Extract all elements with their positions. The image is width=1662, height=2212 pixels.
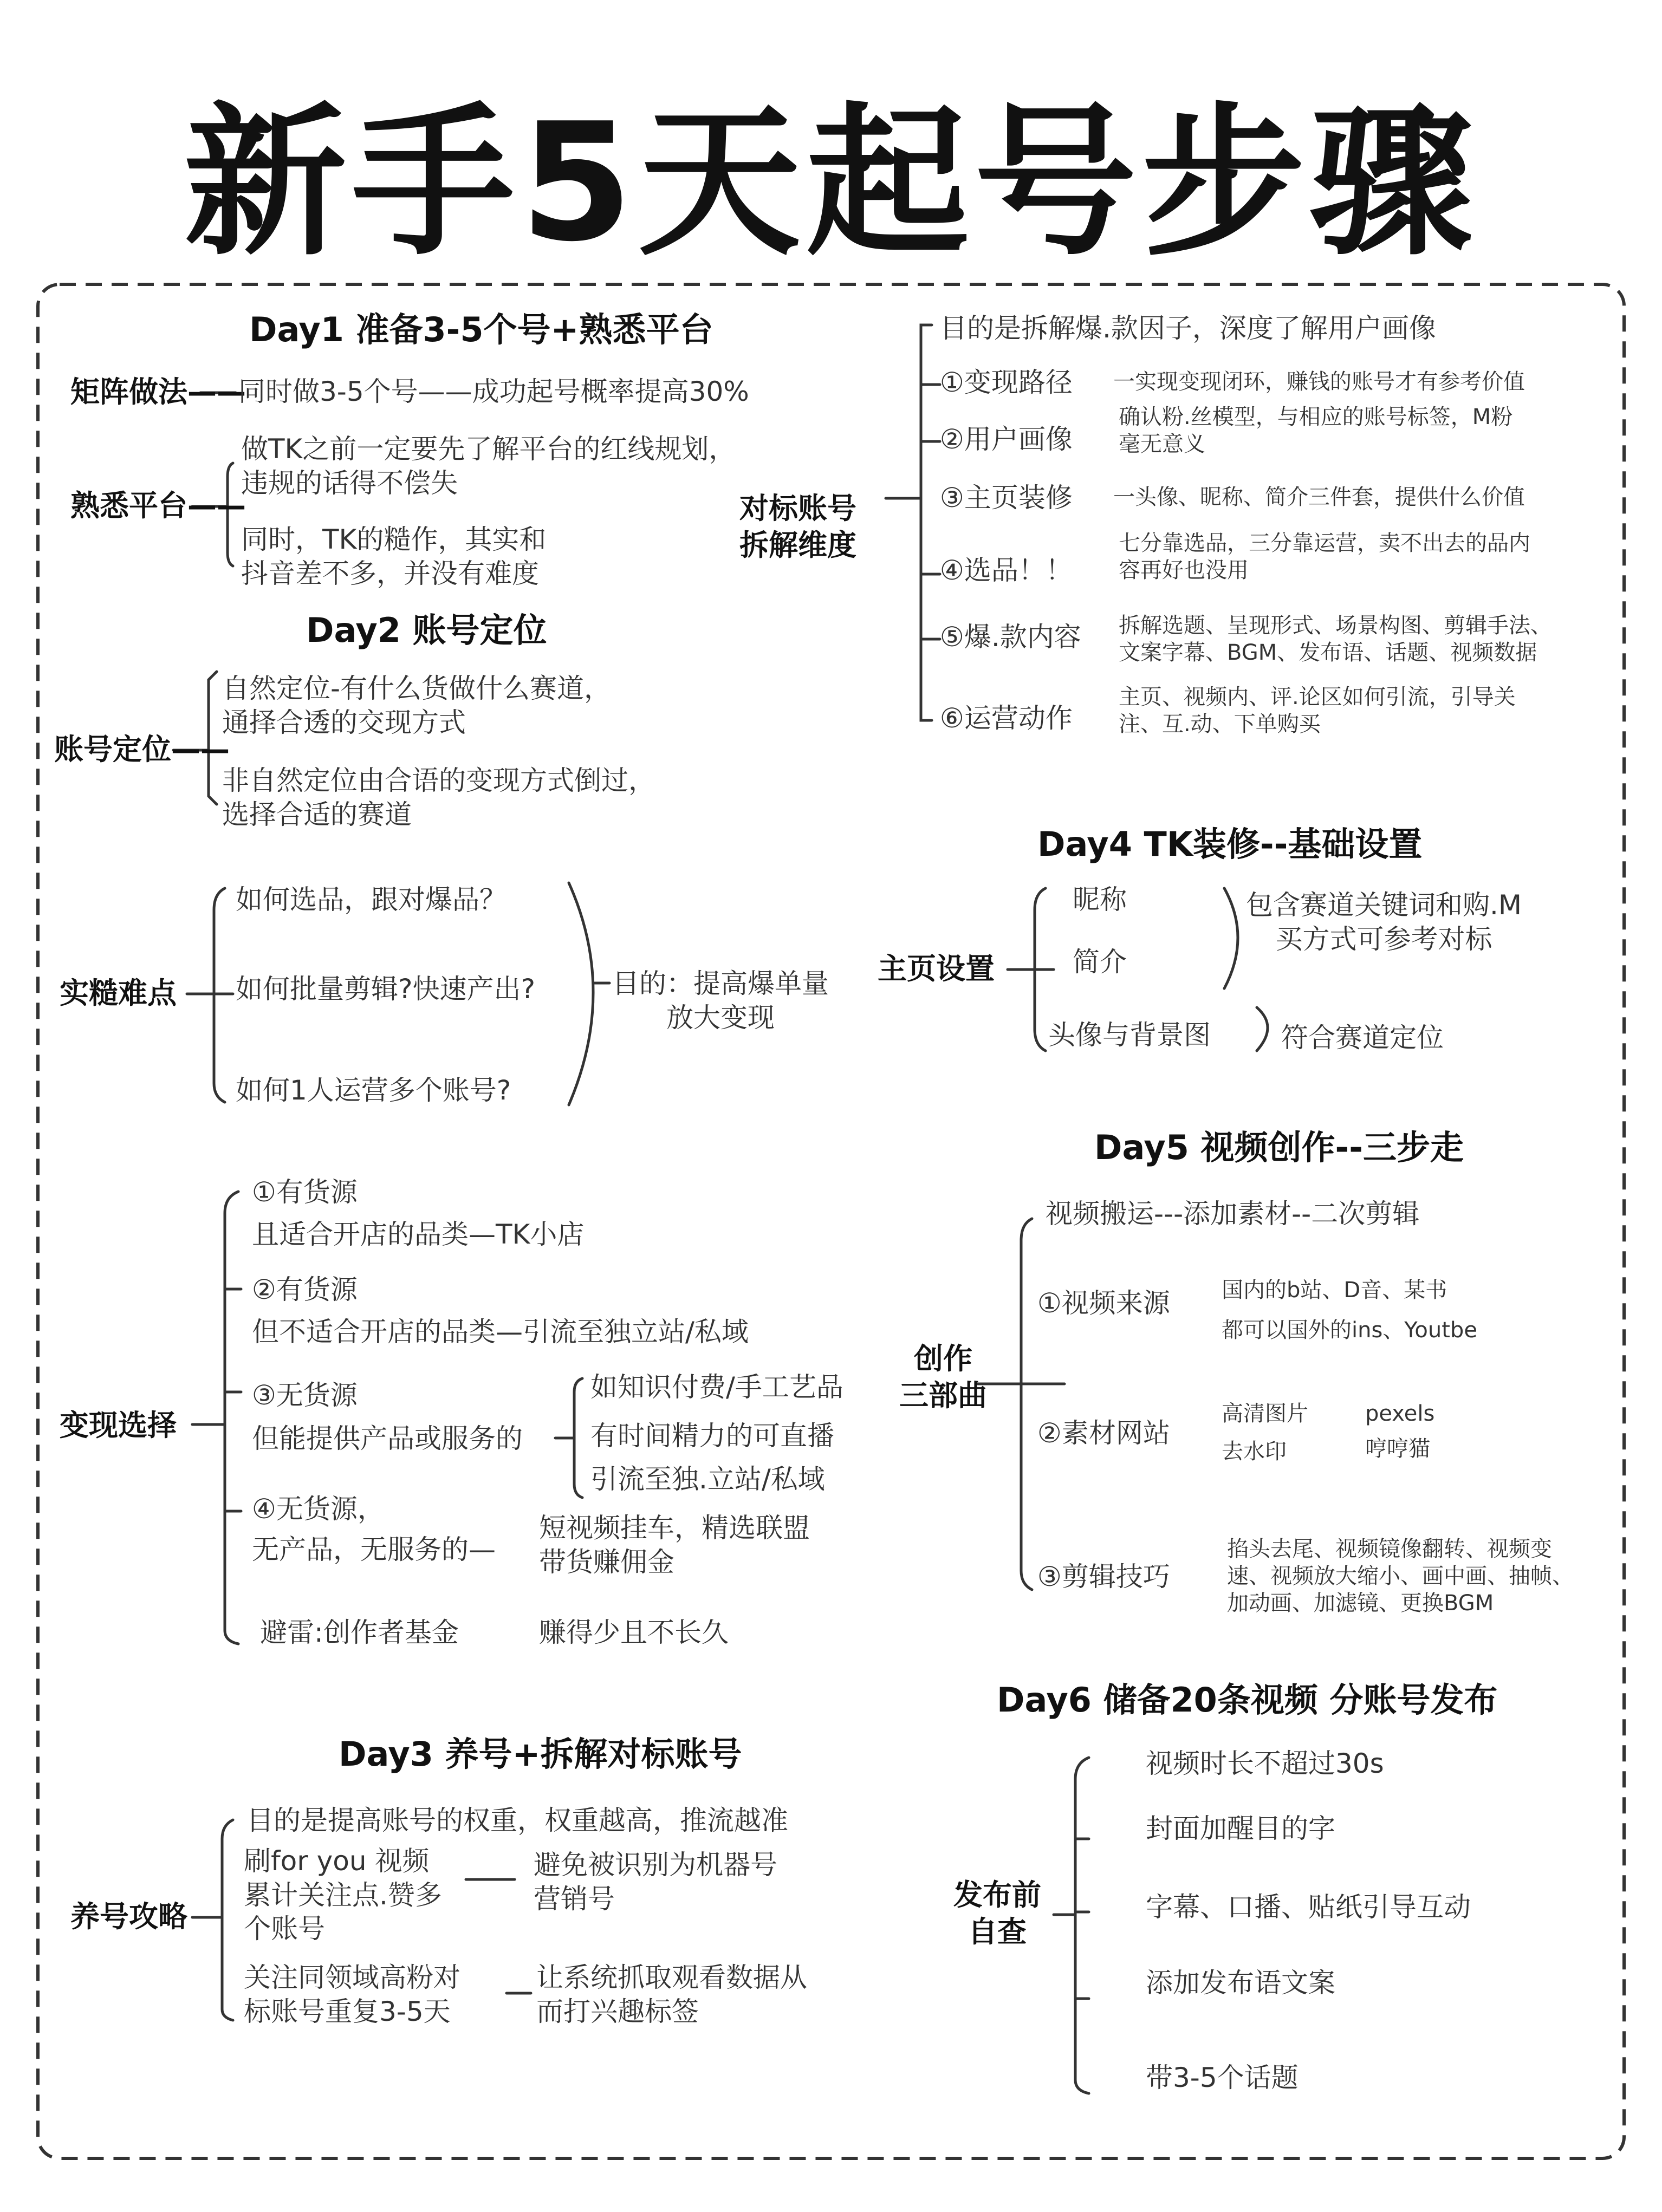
material-desc-2: 去水印 bbox=[1222, 1439, 1287, 1464]
benchmark-item-1-desc: 一实现变现闭环，赚钱的账号才有参考价值 bbox=[1113, 369, 1525, 394]
prepublish-label: 发布前 自查 bbox=[953, 1878, 1041, 1949]
m3-item-3: 引流至独.立站/私域 bbox=[590, 1463, 825, 1495]
m4-text: 无产品，无服务的— bbox=[252, 1534, 496, 1565]
homepage-item-nickname: 昵称 bbox=[1073, 884, 1127, 915]
keep-item-1: 刷for you 视频 累计关注点.赞多 个账号 bbox=[244, 1845, 442, 1944]
keep-account-label: 养号攻略 bbox=[70, 1899, 187, 1934]
m3-text: 但能提供产品或服务的 bbox=[252, 1423, 523, 1454]
benchmark-item-5-desc: 拆解选题、呈现形式、场景构图、剪辑手法、 文案字幕、BGM、发布语、话题、视频数据 bbox=[1119, 613, 1552, 665]
homepage-item-avatar: 头像与背景图 bbox=[1048, 1019, 1211, 1051]
day6-heading: Day6 储备20条视频 分账号发布 bbox=[997, 1680, 1498, 1720]
difficulty-goal: 目的：提高爆单量 放大变现 bbox=[612, 968, 829, 1033]
keep-item-2: 关注同领域高粉对 标账号重复3-5天 bbox=[244, 1962, 460, 2027]
material-val-1: pexels bbox=[1365, 1401, 1435, 1426]
benchmark-item-4-name: ④选品！！ bbox=[940, 555, 1073, 586]
benchmark-item-2-desc: 确认粉.丝模型，与相应的账号标签，M粉 毫无意义 bbox=[1119, 405, 1513, 457]
platform-text-2: 同时，TK的糙作，其实和 抖音差不多，并没有难度 bbox=[241, 524, 547, 589]
matrix-label: 矩阵做法—— bbox=[70, 375, 246, 409]
m3-item-1: 如知识付费/手工艺品 bbox=[590, 1371, 843, 1403]
m3-item-2: 有时间精力的可直播 bbox=[590, 1420, 834, 1452]
benchmark-goal: 目的是拆解爆.款因子，深度了解用户画像 bbox=[940, 313, 1436, 344]
m1-text: 且适合开店的品类—TK小店 bbox=[252, 1219, 585, 1250]
video-source-desc: 国内的b站、D音、某书 都可以国外的ins、Youtbe bbox=[1222, 1278, 1477, 1343]
day2-heading: Day2 账号定位 bbox=[306, 610, 547, 650]
platform-label: 熟悉平台—— bbox=[70, 489, 246, 523]
edit-skill-desc: 掐头去尾、视频镜像翻转、视频变 速、视频放大缩小、画中画、抽帧、 加动画、加滤镜、更换BGM bbox=[1227, 1537, 1574, 1616]
homepage-note-2: 符合赛道定位 bbox=[1281, 1022, 1444, 1053]
monetize-label: 变现选择 bbox=[60, 1408, 177, 1442]
m4-title: ④无货源， bbox=[252, 1493, 385, 1525]
check-item-2: 封面加醒目的字 bbox=[1146, 1813, 1335, 1844]
check-item-1: 视频时长不超过30s bbox=[1146, 1748, 1384, 1779]
avoid-label: 避雷:创作者基金 bbox=[260, 1617, 459, 1648]
homepage-label: 主页设置 bbox=[878, 952, 995, 986]
keep-item-1-result: 避免被识别为机器号 营销号 bbox=[534, 1849, 777, 1915]
video-source-name: ①视频来源 bbox=[1037, 1287, 1170, 1319]
matrix-text: 同时做3-5个号——成功起号概率提高30% bbox=[238, 376, 749, 407]
benchmark-item-1-name: ①变现路径 bbox=[940, 367, 1073, 398]
benchmark-item-2-name: ②用户画像 bbox=[940, 424, 1073, 455]
m1-title: ①有货源 bbox=[252, 1176, 358, 1208]
keep-account-goal: 目的是提高账号的权重，权重越高，推流越准 bbox=[246, 1805, 788, 1836]
benchmark-item-3-desc: 一头像、昵称、简介三件套，提供什么价值 bbox=[1113, 485, 1525, 510]
check-item-5: 带3-5个话题 bbox=[1146, 2062, 1299, 2093]
platform-text-1: 做TK之前一定要先了解平台的红线规划， 违规的话得不偿失 bbox=[241, 433, 736, 499]
homepage-note-1: 包含赛道关键词和购.M 买方式可参考对标 bbox=[1246, 889, 1522, 955]
difficulty-item-1: 如何选品，跟对爆品？ bbox=[236, 884, 507, 915]
day3-heading: Day3 养号+拆解对标账号 bbox=[339, 1734, 742, 1774]
avoid-text: 赚得少且不长久 bbox=[539, 1617, 729, 1648]
material-desc-1: 高清图片 bbox=[1222, 1401, 1308, 1426]
day1-heading: Day1 准备3-5个号+熟悉平台 bbox=[249, 310, 713, 349]
m2-text: 但不适合开店的品类—引流至独立站/私域 bbox=[252, 1316, 749, 1348]
creation-label: 创作 三部曲 bbox=[899, 1342, 987, 1413]
benchmark-item-5-name: ⑤爆.款内容 bbox=[940, 621, 1081, 653]
material-site-name: ②素材网站 bbox=[1037, 1417, 1170, 1449]
benchmark-item-3-name: ③主页装修 bbox=[940, 482, 1073, 513]
day5-heading: Day5 视频创作--三步走 bbox=[1094, 1128, 1464, 1167]
keep-item-2-result: 让系统抓取观看数据从 而打兴趣标签 bbox=[536, 1962, 807, 2027]
material-val-2: 哼哼猫 bbox=[1365, 1436, 1430, 1461]
benchmark-item-6-desc: 主页、视频内、评.论区如何引流，引导关 注、互.动、下单购买 bbox=[1119, 685, 1516, 737]
m4-result: 短视频挂车，精选联盟 带货赚佣金 bbox=[539, 1512, 810, 1578]
difficulty-item-2: 如何批量剪辑?快速产出? bbox=[236, 973, 536, 1005]
position-text-2: 非自然定位由合语的变现方式倒过， 选择合适的赛道 bbox=[222, 765, 655, 830]
edit-skill-name: ③剪辑技巧 bbox=[1037, 1561, 1170, 1592]
day4-heading: Day4 TK装修--基础设置 bbox=[1037, 824, 1423, 864]
homepage-item-bio: 简介 bbox=[1073, 946, 1127, 978]
check-item-3: 字幕、口播、贴纸引导互动 bbox=[1146, 1891, 1471, 1923]
benchmark-label: 对标账号 拆解维度 bbox=[739, 491, 856, 562]
page-title: 新手5天起号步骤 bbox=[184, 88, 1478, 277]
difficulty-item-3: 如何1人运营多个账号? bbox=[236, 1075, 511, 1106]
benchmark-item-6-name: ⑥运营动作 bbox=[940, 702, 1073, 734]
benchmark-item-4-desc: 七分靠选品，三分靠运营，卖不出去的品内 容再好也没用 bbox=[1119, 531, 1530, 583]
position-text-1: 自然定位-有什么货做什么赛道， 通择合透的交现方式 bbox=[222, 673, 612, 738]
difficulty-label: 实糙难点 bbox=[60, 976, 177, 1010]
position-label: 账号定位—— bbox=[54, 732, 230, 766]
m3-title: ③无货源 bbox=[252, 1380, 358, 1411]
m2-title: ②有货源 bbox=[252, 1274, 358, 1305]
check-item-4: 添加发布语文案 bbox=[1146, 1967, 1335, 1999]
creation-top: 视频搬运---添加素材--二次剪辑 bbox=[1046, 1198, 1420, 1229]
